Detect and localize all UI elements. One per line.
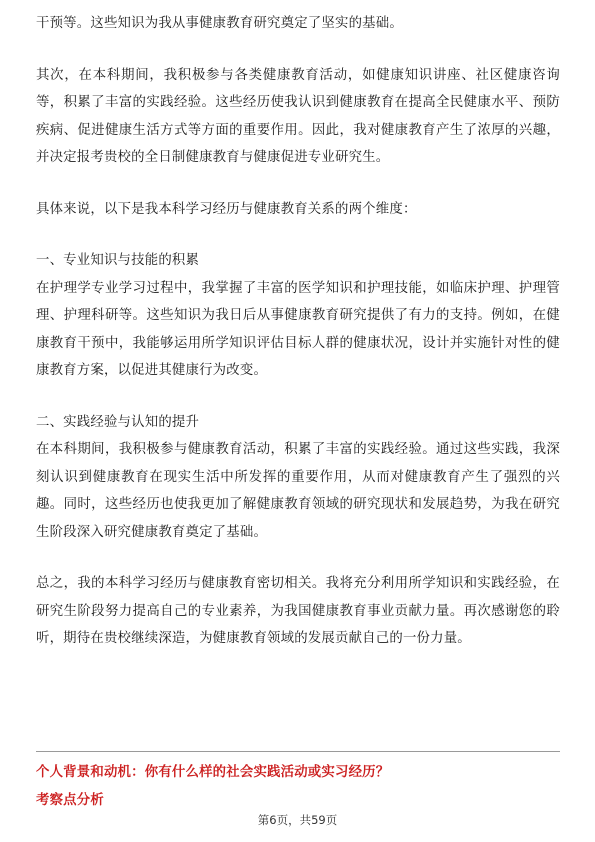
paragraph-practice-cognition: 在本科期间，我积极参与健康教育活动，积累了丰富的实践经验。通过这些实践，我深刻认识到健康教育在现实生活中所发挥的重要作用，从而对健康教育产生了强烈的兴趣。同时，这些经历也使我更加了解健康教育领域的研究现状和发展趋势，为我在研究生阶段深入研究健康教育奠定了基础。 <box>36 442 560 540</box>
paragraph-practice-experience: 其次，在本科期间，我积极参与各类健康教育活动，如健康知识讲座、社区健康咨询等，积累了丰富的实践经验。这些经历使我认识到健康教育在提高全民健康水平、预防疾病、促进健康生活方式等方面的重要作用。因此，我对健康教育产生了浓厚的兴趣，并决定报考贵校的全日制健康教育与健康促进专业研究生。 <box>36 67 560 165</box>
question-title: 个人背景和动机：你有什么样的社会实践活动或实习经历？ <box>36 765 390 780</box>
section-divider <box>36 751 560 752</box>
analysis-heading: 考察点分析 <box>36 793 104 808</box>
paragraph-knowledge-skills: 在护理学专业学习过程中，我掌握了丰富的医学知识和护理技能，如临床护理、护理管理、护理科研等。这些知识为我日后从事健康教育研究提供了有力的支持。例如，在健康教育干预中，我能够运用所学知识评估目标人群的健康状况，设计并实施针对性的健康教育方案，以促进其健康行为改变。 <box>36 280 560 378</box>
section-heading-knowledge: 一、专业知识与技能的积累 <box>36 253 200 268</box>
paragraph-conclusion: 总之，我的本科学习经历与健康教育密切相关。我将充分利用所学知识和实践经验，在研究生阶段努力提高自己的专业素养，为我国健康教育事业贡献力量。再次感谢您的聆听，期待在贵校继续深造，为健康教育领域的发展贡献自己的一份力量。 <box>36 576 560 646</box>
paragraph-dimensions-intro: 具体来说，以下是我本科学习经历与健康教育关系的两个维度： <box>36 201 417 217</box>
page-number: 第6页，共59页 <box>257 813 338 827</box>
paragraph-continuation: 干预等。这些知识为我从事健康教育研究奠定了坚实的基础。 <box>36 16 403 31</box>
section-heading-practice: 二、实践经验与认知的提升 <box>36 414 200 430</box>
document-body <box>36 10 560 653</box>
